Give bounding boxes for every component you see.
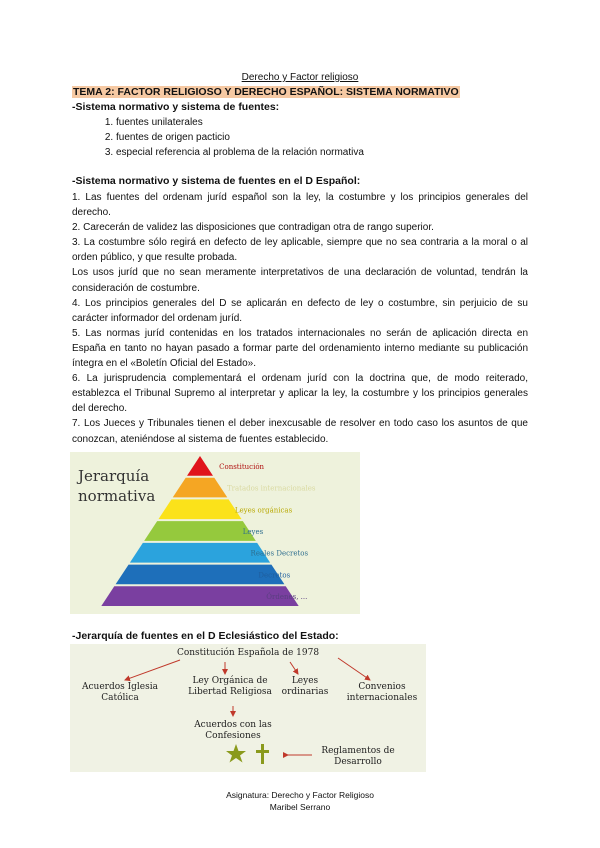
- paragraph: 2. Carecerán de validez las disposiciones que contradigan otra de rango superior.: [72, 222, 434, 234]
- section3-heading: -Jerarquía de fuentes en el D Eclesiástico del Estado:: [72, 630, 339, 642]
- star-icon: [226, 744, 246, 763]
- pyramid-svg: [70, 452, 360, 614]
- node-line: Ley Orgánica de: [192, 676, 268, 686]
- arrow: [338, 658, 370, 680]
- paragraph: 7. Los Jueces y Tribunales tienen el deber inexcusable de resolver en todo caso los asuntos de que conozcan, ateniéndose al sistema de fuentes establecido.: [72, 418, 528, 445]
- node-leyes-ordinarias: [270, 676, 340, 698]
- section2-heading: -Sistema normativo y sistema de fuentes en el D Español:: [72, 175, 361, 187]
- node-line: Libertad Religiosa: [188, 687, 272, 697]
- crescent-icon: [197, 748, 205, 764]
- document-footer: [0, 789, 600, 813]
- footer-subject: Asignatura: Derecho y Factor Religioso: [226, 790, 374, 800]
- pyramid-level: [158, 499, 241, 519]
- tema-title: TEMA 2: FACTOR RELIGIOSO Y DERECHO ESPAÑOL: SISTEMA NORMATIVO: [73, 86, 459, 98]
- node-line: Reglamentos de: [321, 746, 395, 756]
- node-line: Leyes: [291, 676, 319, 686]
- pyramid-level-label: Leyes: [242, 528, 264, 536]
- pyramid-level-label: Decretos: [258, 571, 291, 580]
- list-item: 2. fuentes de origen pacticio: [116, 130, 556, 145]
- paragraph: 3. La costumbre sólo regirá en defecto de ley aplicable, siempre que no sea contraria a la moral o al orden público, y que resulte probada.: [72, 237, 528, 264]
- paragraph: Los usos juríd que no sean meramente interpretativos de una declaración de voluntad, tendrán la consideración de costumbre.: [72, 267, 528, 294]
- node-ley-organica: [180, 676, 280, 698]
- node-acuerdos-iglesia: [70, 682, 170, 704]
- pyramid-level: [173, 478, 228, 498]
- cross-icon: [261, 744, 264, 764]
- fuentes-list: [72, 115, 556, 160]
- paragraph: 5. Las normas juríd contenidas en los tratados internacionales no serán de aplicación directa en España en tanto no hayan pasado a formar parte del ordenamiento interno mediante su publicación íntegra en el «Boletín Oficial del Estado».: [72, 327, 528, 370]
- node-acuerdos-confesiones: [178, 720, 288, 742]
- pyramid-level-label: Constitución: [219, 462, 265, 471]
- node-line: Convenios: [358, 682, 406, 692]
- node-line: Desarrollo: [334, 757, 382, 767]
- node-line: ordinarias: [281, 687, 329, 697]
- arrow: [125, 660, 180, 680]
- list-item: 1. fuentes unilaterales: [116, 115, 556, 130]
- list-item: 3. especial referencia al problema de la relación normativa: [116, 145, 556, 160]
- pyramid-level: [144, 521, 256, 541]
- paragraph: 1. Las fuentes del ordenam juríd español son la ley, la costumbre y los principios generales del derecho.: [72, 192, 528, 219]
- node-line: Acuerdos con las: [194, 720, 272, 730]
- node-constitucion: Constitución Española de 1978: [176, 648, 320, 658]
- eclesiastico-hierarchy-diagram: [70, 644, 426, 772]
- pyramid-level-label: Reales Decretos: [250, 549, 309, 558]
- pyramid-level: [187, 456, 213, 476]
- pyramid-level-label: Órdenes, ...: [266, 593, 308, 602]
- paragraph: 4. Los principios generales del D se aplicarán en defecto de ley o costumbre, sin perjuicio de su carácter informador del ordenam juríd.: [72, 297, 528, 324]
- footer-author: Maribel Serrano: [269, 802, 331, 812]
- section1-heading: -Sistema normativo y sistema de fuentes:: [72, 101, 280, 113]
- node-reglamentos: [308, 746, 408, 768]
- node-line: Confesiones: [205, 731, 261, 741]
- node-convenios: [338, 682, 426, 704]
- arrow: [290, 662, 298, 674]
- section2-body: [72, 190, 528, 447]
- document-header-title: Derecho y Factor religioso: [241, 72, 359, 83]
- pyramid-title-line: normativa: [78, 487, 156, 505]
- cross-bar: [256, 750, 269, 753]
- paragraph: 6. La jurisprudencia complementará el ordenam juríd con la doctrina que, de modo reiterado, establezca el Tribunal Supremo al interpretar y aplicar la ley, la costumbre y los principios generales del derecho.: [72, 373, 528, 415]
- pyramid-level-label: Leyes orgánicas: [234, 506, 293, 515]
- node-line: Católica: [101, 693, 139, 703]
- pyramid-level: [130, 543, 270, 563]
- node-line: internacionales: [346, 693, 418, 703]
- normative-hierarchy-pyramid: [70, 452, 360, 614]
- pyramid-title-line: Jerarquía: [78, 467, 150, 485]
- pyramid-level-label: Tratados internacionales: [226, 484, 316, 493]
- node-line: Acuerdos Iglesia: [81, 682, 158, 692]
